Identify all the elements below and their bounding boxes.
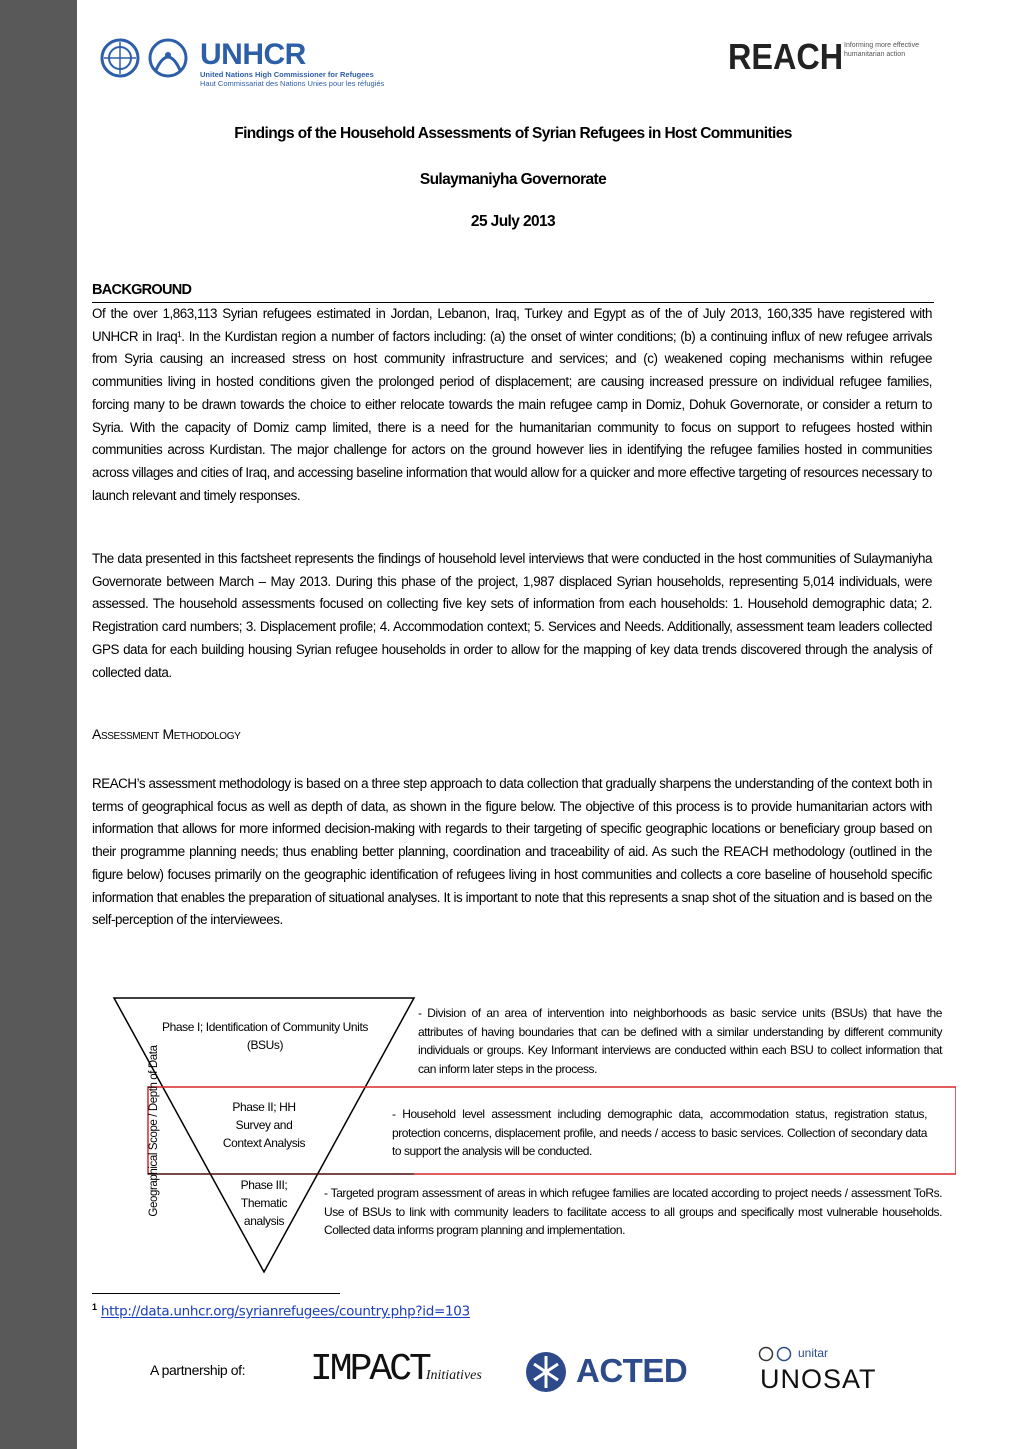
reach-logo [728, 38, 938, 78]
acted-wordmark: ACTED [576, 1352, 688, 1389]
un-small-emblem-icon [758, 1346, 792, 1362]
reach-wordmark: REACH [728, 36, 844, 77]
methodology-paragraph: REACH’s assessment methodology is based on a three step approach to data collection that gradually sharpens the understanding of the context both in terms of geographical focus as well as depth of data, as shown in the figure below. The objective of this process is to provide humanitarian actors with information that allows for more informed decision-making with regards to their targeting of specific geographic locations or beneficiary group based on their programme planning needs; thus enabling better planning, coordination and traceability of aid. As such the REACH methodology (outlined in the figure below) focuses primarily on the geographic identification of refugees living in host communities and collects a core baseline of household specific information that enables the preparation of situational analyses. It is important to note that this represents a snap shot of the situation and is based on the self-perception of the interviewees. [92, 776, 932, 928]
acted-emblem-icon [524, 1350, 568, 1394]
unosat-wordmark: UNOSAT [760, 1364, 877, 1394]
document-title: Findings of the Household Assessments of Syrian Refugees in Host Communities [234, 125, 792, 142]
phase1-label: Phase I; Identification of Community Units (BSUs) [162, 1020, 368, 1052]
footnote-link[interactable]: http://data.unhcr.org/syrianrefugees/country.php?id=103 [100, 1303, 470, 1320]
document-date: 25 July 2013 [470, 213, 556, 230]
reach-tagline: Informing more effective humanitarian action [844, 42, 919, 58]
impact-wordmark: IMPACT [310, 1348, 429, 1391]
unitar-wordmark: unitar [798, 1346, 829, 1360]
phase2-label-line1: Phase II; HH [232, 1100, 296, 1114]
background-paragraph-1: Of the over 1,863,113 Syrian refugees estimated in Jordan, Lebanon, Iraq, Turkey and Egypt as of the of July 2013, 160,335 have registered with UNHCR in Iraq¹. In the Kurdistan region a number of factors including: (a) the onset of winter conditions; (b) a continuing influx of new refugee arrivals from Syria causing an increased stress on host community infrastructure and services; and (c) weakened coping mechanisms within refugee communities living in hosted conditions given the prolonged period of displacement; are causing increased pressure on individual refugee families, forcing many to be drawn towards the choice to either relocate towards the main refugee camp in Domiz, Dohuk Governorate, or consider a return to Syria. With the capacity of Domiz camp limited, there is a need for the humanitarian community to focus on support to refugees hosted within communities across Kurdistan. The major challenge for actors on the ground however lies in identifying the refugee families hosted in communities across villages and cities of Iraq, and accessing baseline information that would allow for a quicker and more effective targeting of resources necessary to launch relevant and timely responses. [92, 306, 932, 503]
partnership-label: A partnership of: [150, 1362, 246, 1378]
unhcr-logo [100, 38, 440, 92]
diagram-axis-label: Geographical Scope / Depth of Data [148, 1045, 160, 1217]
unhcr-subtitle-en: United Nations High Commissioner for Refugees [200, 70, 374, 79]
impact-subtitle: Initiatives [425, 1368, 482, 1383]
phase2-label-line2: Survey and [235, 1118, 293, 1132]
methodology-diagram [96, 990, 956, 1280]
impact-initiatives-logo [310, 1348, 482, 1391]
unosat-logo [758, 1346, 888, 1396]
phase3-label-line3: analysis [243, 1214, 285, 1228]
footnote [92, 1302, 470, 1320]
phase2-label-line3: Context Analysis [222, 1136, 306, 1150]
background-heading: BACKGROUND [92, 282, 192, 298]
footnote-divider [92, 1293, 340, 1294]
phase3-label-line1: Phase III; [240, 1178, 288, 1192]
phase2-label [204, 1098, 324, 1152]
phase2-description: - Household level assessment including demographic data, accommodation status, registration status, protection concerns, displacement profile, and needs / access to basic services. Collection of secondary data to support the analysis will be conducted. [392, 1107, 927, 1158]
acted-logo [524, 1350, 704, 1394]
un-emblem-icon [100, 38, 196, 78]
unhcr-subtitle-fr: Haut Commissariat des Nations Unies pour les réfugiés [200, 79, 385, 88]
phase3-label-line2: Thematic [240, 1196, 288, 1210]
left-margin-bar [0, 0, 77, 1449]
footnote-number: 1 [92, 1302, 98, 1312]
phase3-label [224, 1176, 304, 1230]
background-paragraph-2: The data presented in this factsheet represents the findings of household level interviews that were conducted in the host communities of Sulaymaniyha Governorate between March – May 2013. During this phase of the project, 1,987 displaced Syrian households, representing 5,014 individuals, were assessed. The household assessments focused on collecting five key sets of information from each households: 1. Household demographic data; 2. Registration card numbers; 3. Displacement profile; 4. Accommodation context; 5. Services and Needs. Additionally, assessment team leaders collected GPS data for each building housing Syrian refugee households in order to allow for the mapping of key data trends discovered through the analysis of collected data. [92, 551, 932, 680]
unhcr-wordmark: UNHCR [200, 38, 306, 71]
document-region: Sulaymaniyha Governorate [419, 171, 607, 188]
methodology-heading: Assessment Methodology [92, 726, 241, 742]
phase3-description: - Targeted program assessment of areas in which refugee families are located according to project needs / assessment ToRs. Use of BSUs to link with community leaders to facilitate access to all groups and specifically most vulnerable households. Collected data informs program planning and implementation. [324, 1186, 942, 1237]
phase1-description: - Division of an area of intervention into neighborhoods as basic service units (BSUs) that have the attributes of having boundaries that can be defined with a similar understanding by different community individuals or groups. Key Informant interviews are conducted within each BSU to collect information that can inform later steps in the process. [418, 1006, 942, 1076]
